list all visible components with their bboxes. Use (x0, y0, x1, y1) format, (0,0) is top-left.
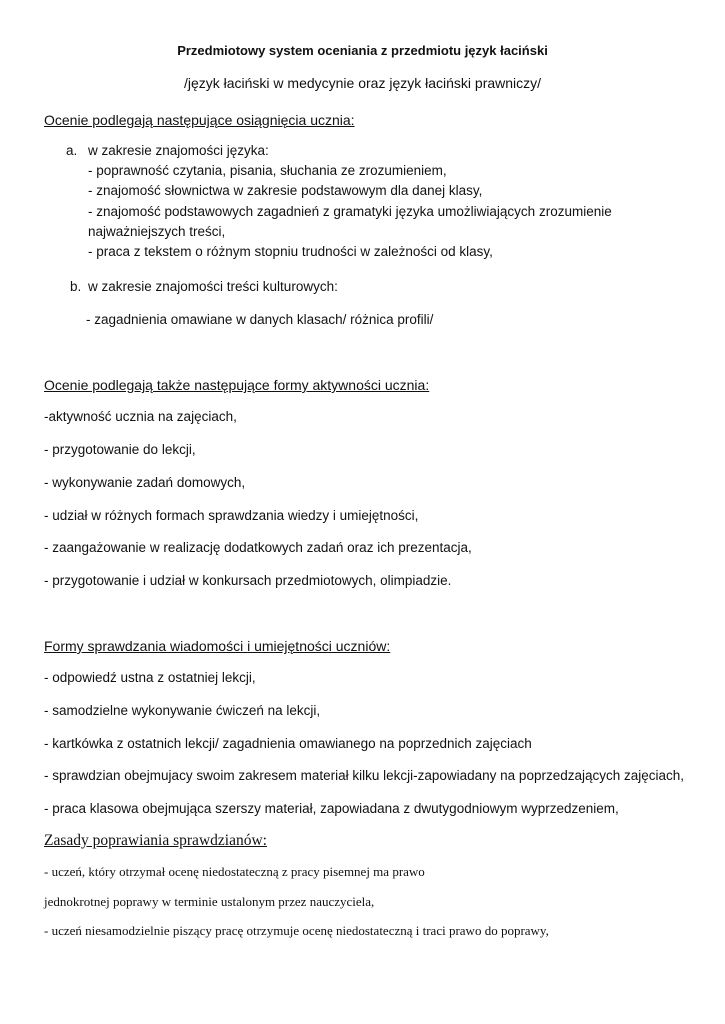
list-item: - wykonywanie zadań domowych, (44, 475, 246, 490)
section-heading-assessment-forms: Formy sprawdzania wiadomości i umiejętności uczniów: (44, 638, 391, 654)
list-item: - zaangażowanie w realizację dodatkowych zadań oraz ich prezentacja, (44, 540, 472, 555)
document-title: Przedmiotowy system oceniania z przedmiotu język łaciński (177, 43, 548, 58)
list-item: - praca klasowa obejmująca szerszy materiał, zapowiadana z dwutygodniowym wyprzedzeniem, (44, 801, 619, 816)
list-item: - zagadnienia omawiane w danych klasach/ różnica profili/ (86, 312, 434, 327)
list-item: - uczeń, który otrzymał ocenę niedostateczną z pracy pisemnej ma prawo (44, 864, 425, 879)
list-item: - sprawdzian obejmujacy swoim zakresem materiał kilku lekcji-zapowiadany na poprzedzających zajęciach, (44, 768, 685, 783)
list-item: - przygotowanie do lekcji, (44, 442, 196, 457)
list-item: - znajomość podstawowych zagadnień z gramatyki języka umożliwiających zrozumienie (88, 204, 612, 219)
list-item-culture-label: w zakresie znajomości treści kulturowych: (88, 279, 338, 294)
list-marker-a: a. (66, 143, 78, 158)
list-item: - odpowiedź ustna z ostatniej lekcji, (44, 670, 256, 685)
list-item: - praca z tekstem o różnym stopniu trudności w zależności od klasy, (88, 244, 493, 259)
list-item: - udział w różnych formach sprawdzania wiedzy i umiejętności, (44, 508, 419, 523)
list-item: - znajomość słownictwa w zakresie podstawowym dla danej klasy, (88, 183, 483, 198)
list-item-language-label: w zakresie znajomości języka: (88, 143, 269, 158)
list-item: - uczeń niesamodzielnie piszący pracę otrzymuje ocenę niedostateczną i traci prawo do poprawy, (44, 923, 549, 938)
list-marker-b: b. (70, 279, 82, 294)
document-subtitle: /język łaciński w medycynie oraz język łaciński prawniczy/ (183, 75, 542, 91)
list-item: najważniejszych treści, (88, 224, 226, 239)
list-item: - przygotowanie i udział w konkursach przedmiotowych, olimpiadzie. (44, 573, 452, 588)
section-heading-activity: Ocenie podlegają także następujące formy aktywności ucznia: (44, 377, 430, 393)
list-item: - samodzielne wykonywanie ćwiczeń na lekcji, (44, 703, 321, 718)
list-item: - kartkówka z ostatnich lekcji/ zagadnienia omawianego na poprzednich zajęciach (44, 736, 532, 751)
section-heading-achievements: Ocenie podlegają następujące osiągnięcia ucznia: (44, 112, 355, 128)
list-item: - poprawność czytania, pisania, słuchania ze zrozumieniem, (88, 163, 447, 178)
list-item: -aktywność ucznia na zajęciach, (44, 409, 237, 424)
list-item: jednokrotnej poprawy w terminie ustalonym przez nauczyciela, (44, 894, 375, 909)
section-heading-retake-rules: Zasady poprawiania sprawdzianów: (44, 832, 267, 849)
